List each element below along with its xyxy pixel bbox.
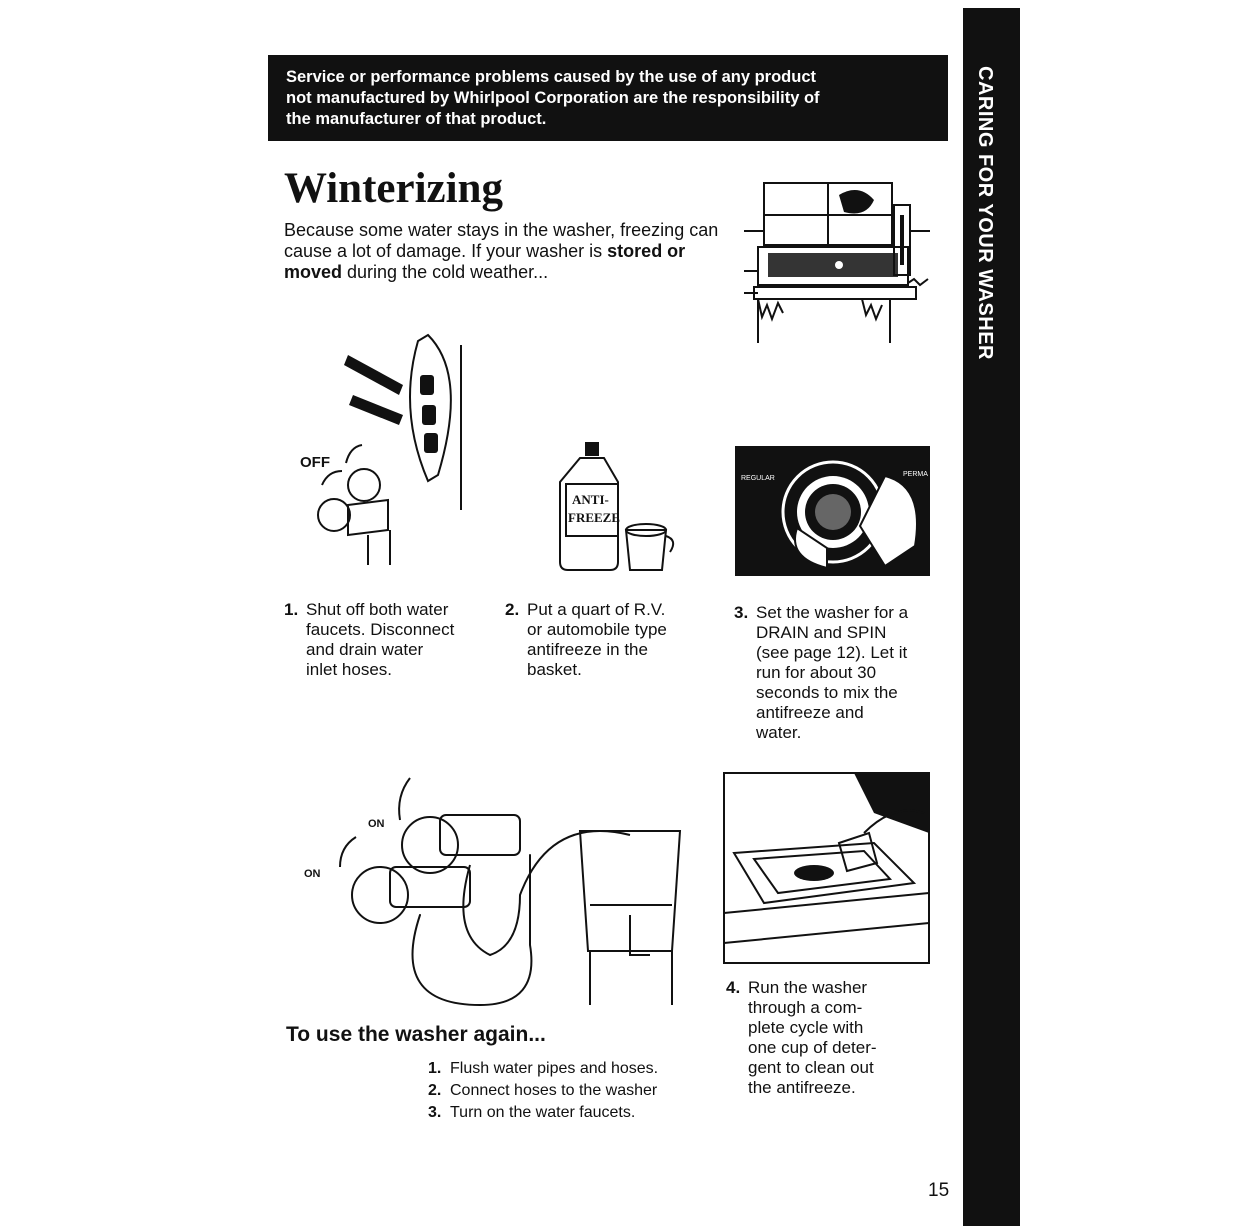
item-text: Turn on the water faucets. — [450, 1104, 636, 1121]
intro-emphasis: stored or moved — [284, 241, 686, 282]
item-text: Connect hoses to the washer — [450, 1082, 658, 1099]
on-label-lower: ON — [304, 868, 321, 880]
step-text: Shut off both water faucets. Disconnect and drain water inlet hoses. — [306, 600, 455, 679]
step-1 — [284, 600, 494, 680]
control-dial-illustration — [735, 446, 930, 576]
list-item — [428, 1102, 658, 1124]
notice-line: Service or performance problems caused by the use of any product — [286, 68, 816, 86]
item-text: Flush water pipes and hoses. — [450, 1060, 659, 1077]
item-number: 2. — [428, 1082, 442, 1099]
antifreeze-label-line2: FREEZE — [568, 510, 621, 525]
use-again-list — [428, 1058, 658, 1124]
off-label: OFF — [300, 454, 330, 471]
page-number: 15 — [928, 1180, 950, 1201]
notice-line: not manufactured by Whirlpool Corporation are the responsibility of — [286, 89, 820, 107]
winter-window-illustration — [744, 175, 934, 345]
intro-paragraph — [284, 220, 744, 283]
faucets-on-illustration — [300, 775, 700, 1015]
step-number: 3. — [734, 603, 749, 622]
use-again-heading: To use the washer again... — [286, 1023, 546, 1046]
step-text: Put a quart of R.V. or automobile type antifreeze in the basket. — [527, 600, 667, 679]
antifreeze-jug-illustration — [560, 440, 695, 575]
faucet-shutoff-illustration — [298, 335, 473, 575]
notice-line: the manufacturer of that product. — [286, 110, 547, 128]
intro-text: Because some water stays in the washer, freezing can cause a lot of damage. If your washer is — [284, 220, 719, 261]
step-number: 2. — [505, 600, 520, 619]
antifreeze-label-line1: ANTI- — [572, 492, 609, 507]
pour-detergent-illustration — [724, 773, 929, 963]
intro-text-end: during the cold weather... — [342, 262, 549, 282]
step-text: Set the washer for a DRAIN and SPIN (see page 12). Let it run for about 30 seconds to mix the antifreeze and water. — [756, 603, 909, 742]
step-3 — [734, 603, 944, 743]
dial-label-perma: PERMA — [903, 471, 928, 478]
step-number: 1. — [284, 600, 299, 619]
list-item — [428, 1058, 658, 1080]
step-2 — [505, 600, 715, 680]
list-item — [428, 1080, 658, 1102]
section-title: Winterizing — [284, 165, 503, 212]
side-tab-label: CARING FOR YOUR WASHER — [974, 66, 996, 360]
section-side-tab — [963, 8, 1020, 1226]
item-number: 3. — [428, 1104, 442, 1121]
step-text: Run the washer through a com- plete cycle with one cup of deter- gent to clean out the antifreeze. — [748, 978, 877, 1097]
dial-label-regular: REGULAR — [741, 475, 775, 482]
on-label-upper: ON — [368, 818, 385, 830]
step-4 — [726, 978, 936, 1098]
warning-notice — [268, 55, 948, 141]
item-number: 1. — [428, 1060, 442, 1077]
step-number: 4. — [726, 978, 741, 997]
